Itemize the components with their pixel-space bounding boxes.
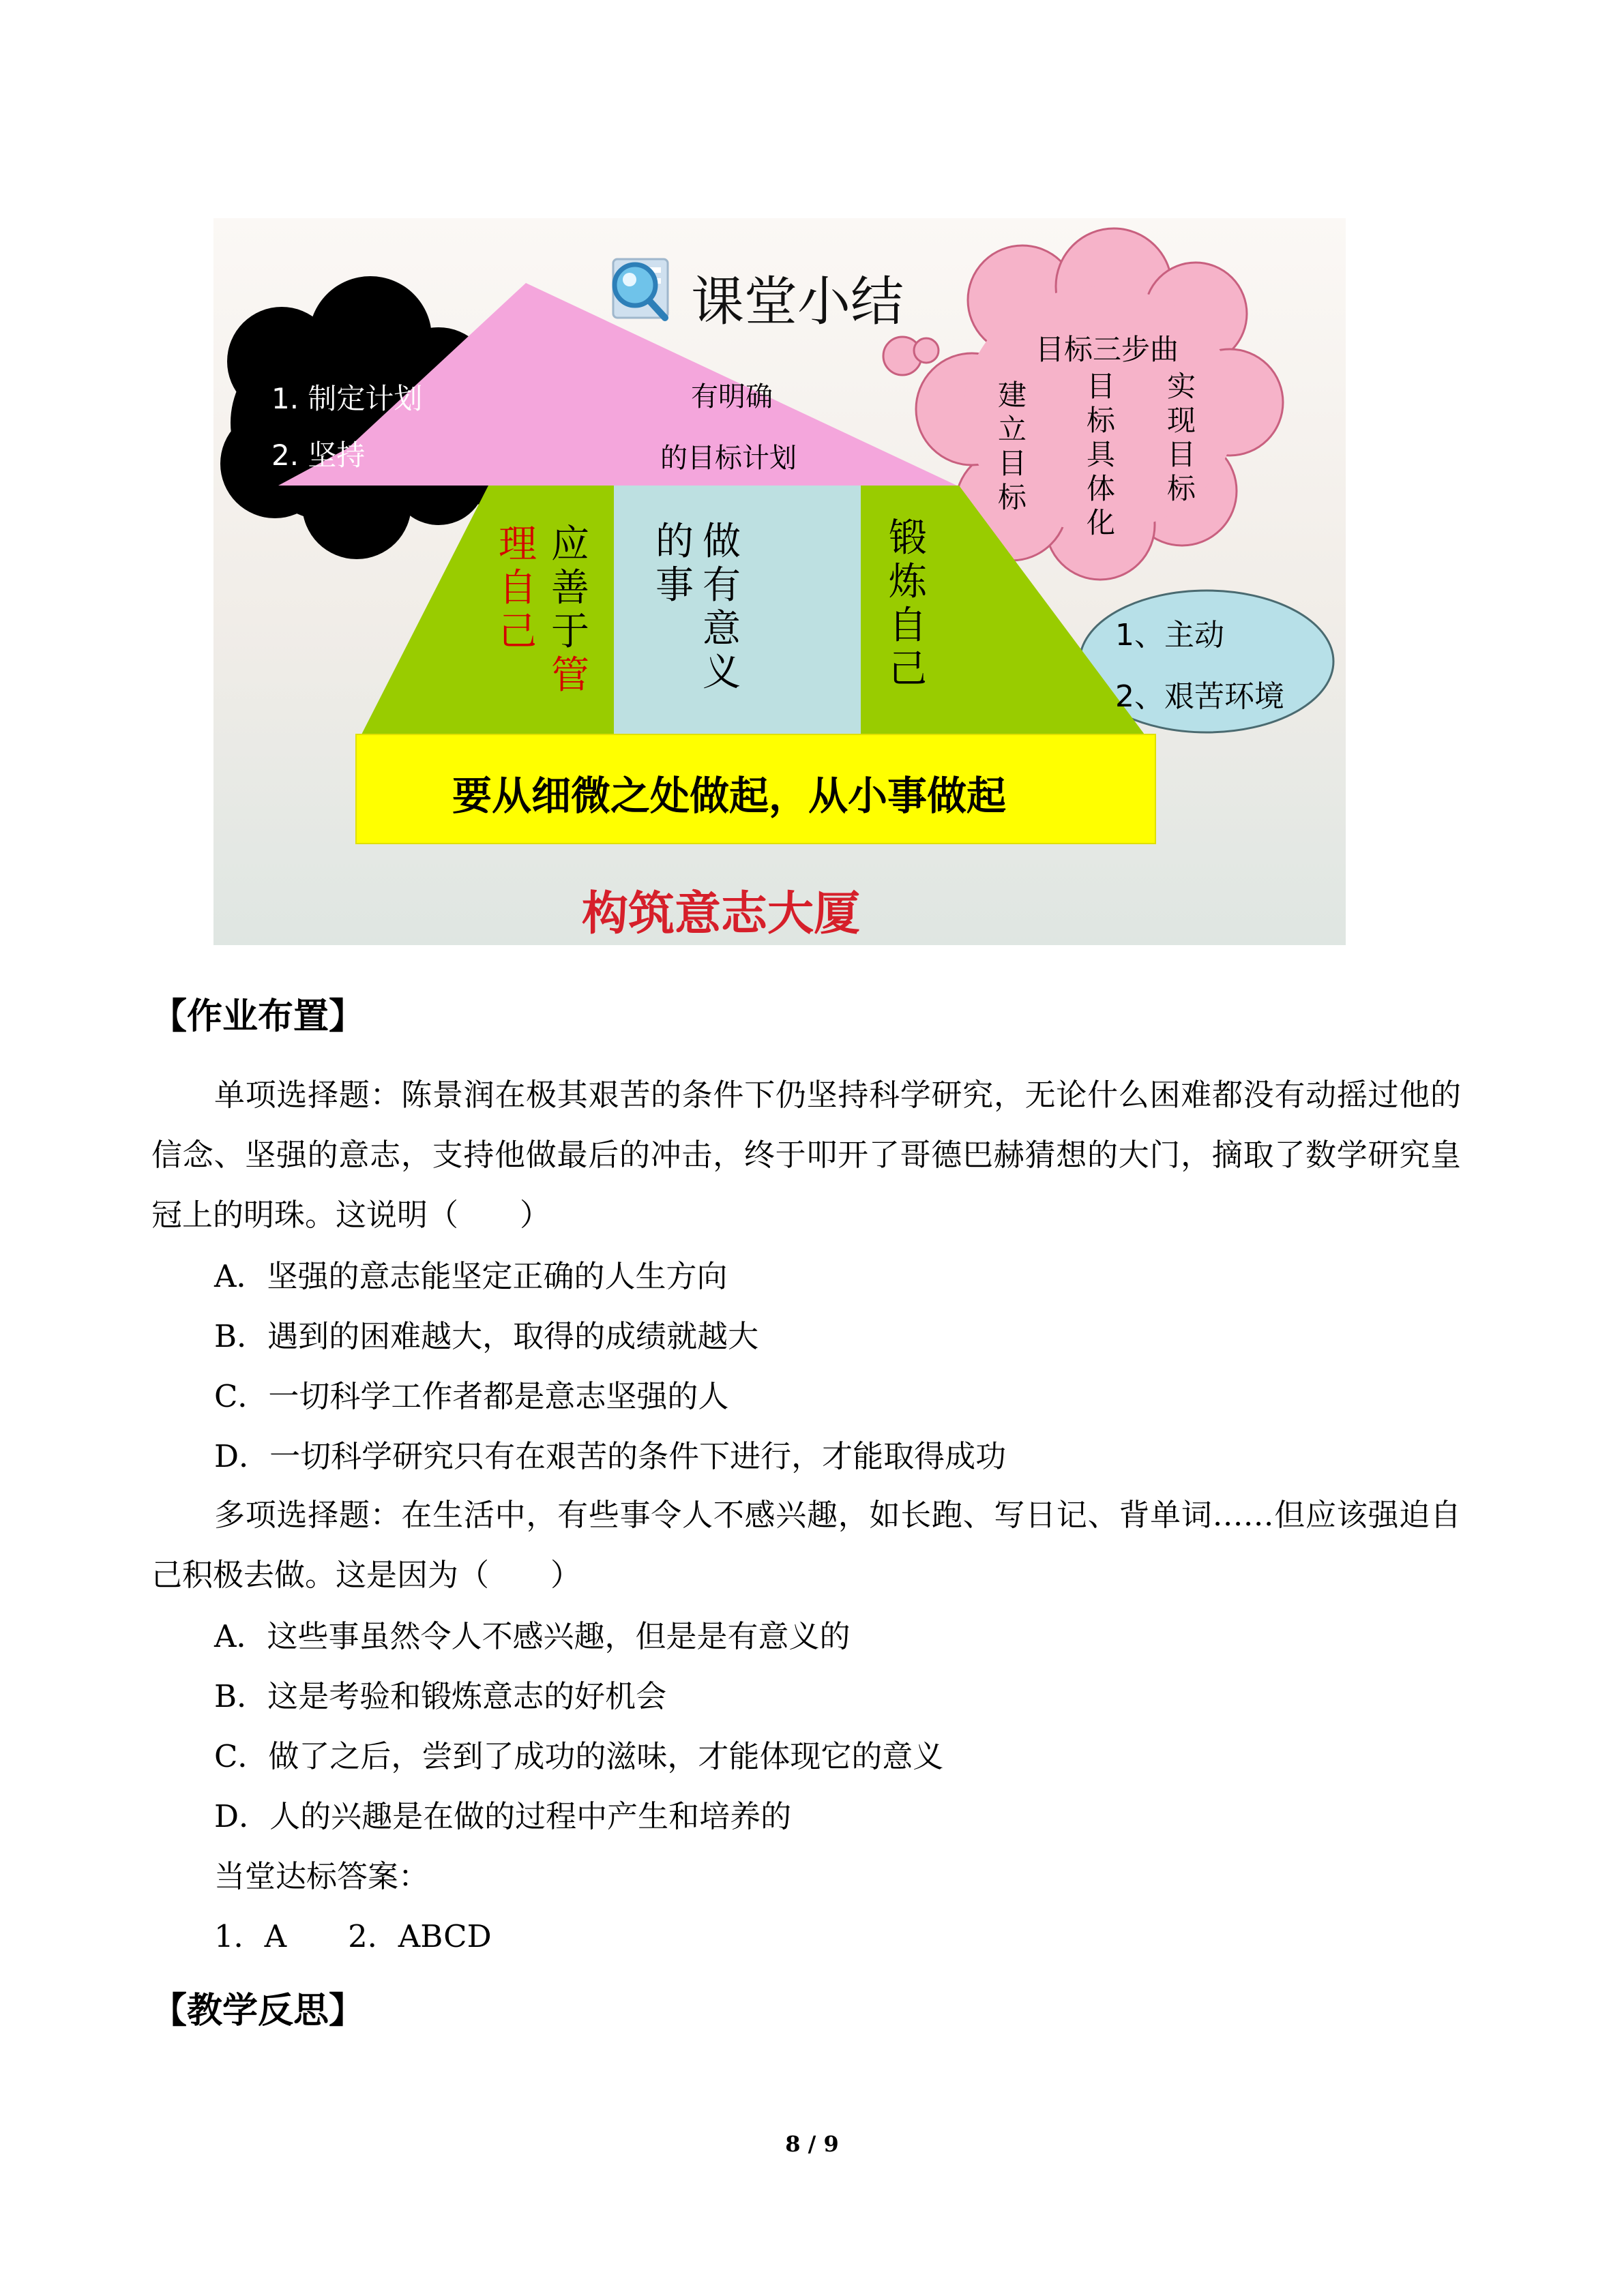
answers: 1．A 2．ABCD (214, 1918, 492, 1954)
roof-line-1: 有明确 (691, 381, 773, 413)
left-cloud-line-1: 1. 制定计划 (271, 382, 423, 415)
question-1: 单项选择题：陈景润在极其艰苦的条件下仍坚持科学研究，无论什么困难都没有动摇过他的信念、坚强的意志，支持他做最后的冲击，终于叩开了哥德巴赫猜想的大门，摘取了数学研究皇冠上的明珠。这说明（ ） (151, 1077, 1461, 1233)
oval-line-2: 2、艰苦环境 (1115, 679, 1284, 714)
middle-pillar-col-b: 的事 (655, 520, 694, 608)
right-cloud-col-1: 建立目标 (998, 378, 1027, 514)
q2-option-a: A．这些事虽然令人不感兴趣，但是是有意义的 (214, 1618, 851, 1654)
q2-option-b: B．这是考验和锻炼意志的好机会 (214, 1678, 667, 1714)
q2-option-c: C．做了之后，尝到了成功的滋味，才能体现它的意义 (214, 1738, 944, 1774)
foundation-text: 要从细微之处做起，从小事做起 (452, 773, 1007, 819)
diagram-title: 课堂小结 (691, 271, 904, 333)
left-pillar-col-a-text: 应善于 (551, 522, 589, 654)
q1-option-b: B．遇到的困难越大，取得的成绩就越大 (214, 1318, 759, 1354)
left-pillar-col-a (551, 523, 592, 698)
diagram-caption: 构筑意志大厦 (582, 887, 861, 941)
middle-pillar-col-a: 做有意义 (703, 520, 741, 695)
question-2: 多项选择题：在生活中，有些事令人不感兴趣，如长跑、写日记、背单词……但应该强迫自己积极去做。这是因为（ ） (151, 1497, 1461, 1593)
homework-heading: 【作业布置】 (151, 996, 365, 1037)
reflection-heading: 【教学反思】 (151, 1990, 365, 2031)
oval-line-1: 1、主动 (1115, 618, 1224, 653)
answer-label: 当堂达标答案： (214, 1858, 430, 1894)
left-cloud-line-2: 2. 坚持 (271, 438, 366, 472)
q2-option-d: D．人的兴趣是在做的过程中产生和培养的 (214, 1798, 792, 1834)
right-cloud-title: 目标三步曲 (1035, 333, 1179, 366)
q1-option-a: A．坚强的意志能坚定正确的人生方向 (214, 1258, 728, 1294)
roof-line-2: 的目标计划 (660, 443, 797, 474)
right-cloud-col-3: 实现目标 (1167, 370, 1196, 505)
q1-option-d: D．一切科学研究只有在艰苦的条件下进行，才能取得成功 (214, 1438, 1007, 1474)
q1-option-c: C．一切科学工作者都是意志坚强的人 (214, 1378, 729, 1414)
left-pillar-col-b: 理自己 (499, 522, 537, 654)
magnifier-icon (613, 259, 668, 318)
right-cloud-col-2: 目标具体化 (1087, 370, 1116, 539)
left-pillar-col-a-end: 管 (551, 653, 589, 698)
lesson-summary-diagram (213, 218, 1346, 945)
right-pillar-col: 锻炼自己 (889, 516, 927, 691)
page-number: 8 / 9 (785, 2131, 839, 2157)
